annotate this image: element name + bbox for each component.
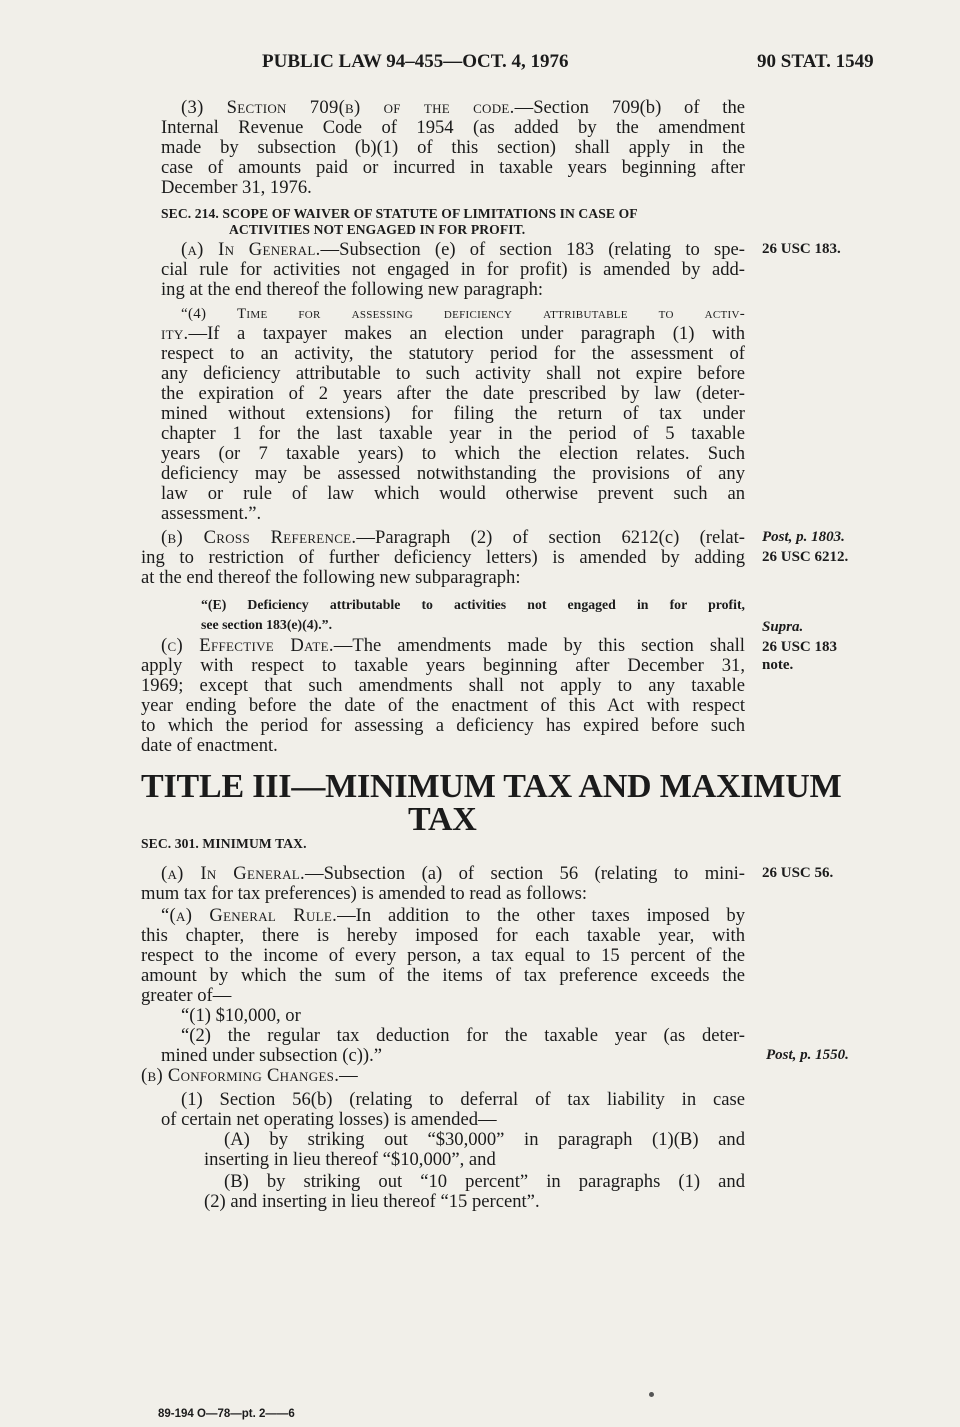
s301-item-1: “(1) $10,000, or: [181, 1005, 301, 1026]
title-iii-heading: TITLE III—MINIMUM TAX AND MAXIMUM: [141, 768, 842, 805]
sec-301-heading: SEC. 301. MINIMUM TAX.: [141, 836, 307, 851]
s214-a4-line2: respect to an activity, the statutory period for the assessment of: [161, 343, 745, 364]
s214-a4-line1: ity.—If a taxpayer makes an election under paragraph (1) with: [161, 323, 745, 344]
margin-note-note: note.: [762, 657, 794, 673]
s301-a-line1: (a) In General.—Subsection (a) of section 56 (relating to mini-: [161, 863, 745, 884]
s214-a4-line6: chapter 1 for the last taxable year in the period of 5 taxable: [161, 423, 745, 444]
s301-bA-line2: inserting in lieu thereof “$10,000”, and: [204, 1149, 496, 1170]
title-iii-heading-cont: TAX: [408, 801, 477, 838]
s214-a4-line10: assessment.”.: [161, 503, 262, 524]
s301-b1-line2: of certain net operating losses) is amended—: [161, 1109, 497, 1130]
s214-a4-line9: law or rule of law which would otherwise prevent such an: [161, 483, 745, 504]
s214-b-subpara-E: “(E) Deficiency attributable to activities not engaged in for profit,: [201, 597, 745, 612]
s214-a4-line8: deficiency may be assessed notwithstanding the provisions of any: [161, 463, 745, 484]
s213-c3-line2: Internal Revenue Code of 1954 (as added by the amendment: [161, 117, 745, 138]
margin-note-post-p1550: Post, p. 1550.: [766, 1047, 849, 1063]
s214-c-line3: 1969; except that such amendments shall not apply to any taxable: [141, 675, 745, 696]
page-speck: [649, 1392, 654, 1397]
margin-note-26-usc-6212: 26 USC 6212.: [762, 549, 849, 565]
s214-c-line6: date of enactment.: [141, 735, 278, 756]
s214-c-line2: apply with respect to taxable years beginning after December 31,: [141, 655, 745, 676]
s214-c-line1: (c) Effective Date.—The amendments made by this section shall: [161, 635, 745, 656]
s214-a4-heading: “(4) Time for assessing deficiency attributable to activ-: [181, 306, 745, 322]
s301-b-heading: (b) Conforming Changes.—: [141, 1065, 358, 1086]
s214-a4-line5: mined without extensions) for filing the return of tax under: [161, 403, 745, 424]
stat-page-number: 90 STAT. 1549: [757, 51, 874, 72]
margin-note-26-usc-183-note: 26 USC 183: [762, 639, 838, 655]
s301-bB-line2: (2) and inserting in lieu thereof “15 percent”.: [204, 1191, 540, 1212]
s301-bA-line1: (A) by striking out “$30,000” in paragraph (1)(B) and: [224, 1129, 745, 1150]
sec-214-heading: SEC. 214. SCOPE OF WAIVER OF STATUTE OF LIMITATIONS IN CASE OF: [161, 206, 638, 221]
margin-note-26-usc-56: 26 USC 56.: [762, 865, 834, 881]
s214-a4-line3: any deficiency attributable to such activity shall not expire before: [161, 363, 745, 384]
running-head: PUBLIC LAW 94–455—OCT. 4, 1976: [262, 51, 569, 72]
s301-b1-line1: (1) Section 56(b) (relating to deferral of tax liability in case: [181, 1089, 745, 1110]
s213-c3-line1: (3) Section 709(b) of the code.—Section 709(b) of the: [181, 97, 746, 118]
margin-note-26-usc-183: 26 USC 183.: [762, 241, 841, 257]
printer-imprint: 89-194 O—78—pt. 2——6: [158, 1408, 295, 1420]
s301-rule-line5: greater of—: [141, 985, 232, 1006]
s214-a4-line7: years (or 7 taxable years) to which the election relates. Such: [161, 443, 745, 464]
s214-a-line1: (a) In General.—Subsection (e) of section 183 (relating to spe-: [181, 239, 745, 260]
margin-note-supra: Supra.: [762, 619, 804, 635]
s214-b-line2: ing to restriction of further deficiency letters) is amended by adding: [141, 547, 745, 568]
sec-214-heading-cont: ACTIVITIES NOT ENGAGED IN FOR PROFIT.: [229, 222, 526, 237]
s213-c3-line4: case of amounts paid or incurred in taxable years beginning after: [161, 157, 745, 178]
s214-c-line5: to which the period for assessing a deficiency has expired before such: [141, 715, 745, 736]
s301-rule-line2: this chapter, there is hereby imposed for each taxable year, with: [141, 925, 745, 946]
s213-c3-line3: made by subsection (b)(1) of this section) shall apply in the: [161, 137, 745, 158]
s301-rule-line1: “(a) General Rule.—In addition to the other taxes imposed by: [161, 905, 745, 926]
s301-rule-line4: amount by which the sum of the items of tax preference exceeds the: [141, 965, 745, 986]
s213-c3-line5: December 31, 1976.: [161, 177, 312, 198]
s214-a-line3: ing at the end thereof the following new paragraph:: [161, 279, 544, 300]
s214-a4-line4: the expiration of 2 years after the date prescribed by law (deter-: [161, 383, 745, 404]
s214-c-line4: year ending before the date of the enactment of this Act with respect: [141, 695, 745, 716]
s301-a-line2: mum tax for tax preferences) is amended to read as follows:: [141, 883, 588, 904]
s214-b-subpara-E-cont: see section 183(e)(4).”.: [201, 617, 333, 632]
s214-b-line1: (b) Cross Reference.—Paragraph (2) of section 6212(c) (relat-: [161, 527, 745, 548]
s214-b-line3: at the end thereof the following new subparagraph:: [141, 567, 521, 588]
margin-note-post-p1803: Post, p. 1803.: [762, 529, 845, 545]
s301-item-2: “(2) the regular tax deduction for the taxable year (as deter-: [181, 1025, 745, 1046]
s301-item-2-cont: mined under subsection (c)).”: [161, 1045, 382, 1066]
s301-bB-line1: (B) by striking out “10 percent” in paragraphs (1) and: [224, 1171, 745, 1192]
s214-a-line2: cial rule for activities not engaged in for profit) is amended by add-: [161, 259, 745, 280]
s301-rule-line3: respect to the income of every person, a tax equal to 15 percent of the: [141, 945, 745, 966]
